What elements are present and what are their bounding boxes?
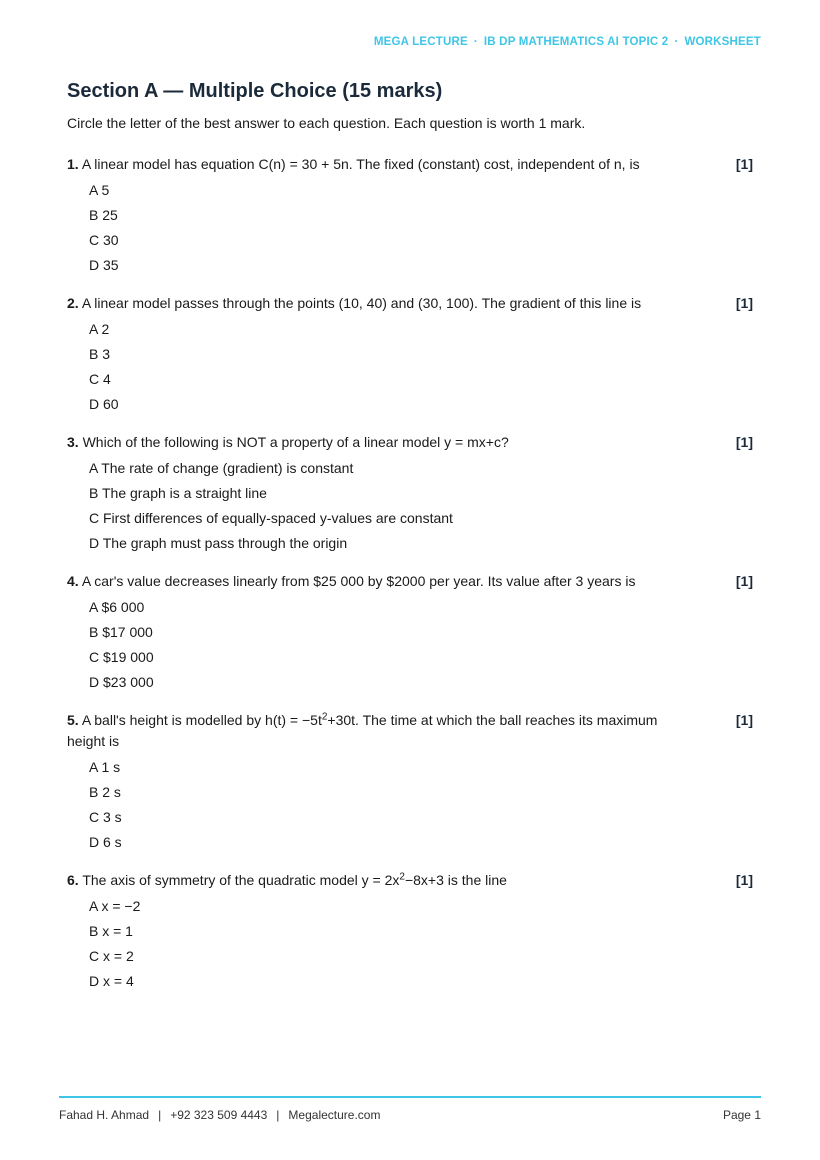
question-stem [67,710,757,752]
option-a[interactable]: A 1 s [89,759,121,775]
question-marks: [1] [735,573,753,589]
footer-separator: | [158,1108,162,1122]
header-course: IB DP MATHEMATICS AI TOPIC 2 [483,36,669,48]
option-b[interactable]: B The graph is a straight line [89,485,267,501]
option-b[interactable]: B 25 [89,207,118,223]
page-header [374,36,761,48]
question-marks: [1] [735,872,753,888]
option-list [89,755,757,855]
question-number: 3. [67,434,79,450]
option-list [89,595,757,695]
exponent: 2 [399,871,405,883]
question-stem [67,293,757,314]
question-list [67,154,757,1009]
question-text-cont: +30t. The time at which the ball reaches its maximum height is [67,712,658,749]
question-text: The axis of symmetry of the quadratic model y = 2x [82,872,400,888]
question-stem [67,870,757,891]
question-marks: [1] [735,712,753,728]
question-marks: [1] [735,434,753,450]
question-text: A ball's height is modelled by h(t) = −5t [81,712,322,728]
option-c[interactable]: C 3 s [89,809,122,825]
option-d[interactable]: D x = 4 [89,973,134,989]
section-title: Section A — Multiple Choice (15 marks) [67,80,443,102]
option-a[interactable]: A 2 [89,321,110,337]
option-d[interactable]: D $23 000 [89,674,154,690]
footer-divider [59,1096,761,1098]
exponent: 2 [321,711,328,723]
page-number: Page 1 [722,1108,761,1122]
question-stem [67,432,757,453]
option-c[interactable]: C 30 [89,232,119,248]
header-doc-type: WORKSHEET [684,36,761,48]
question-2 [67,293,757,417]
question-text: A linear model has equation C(n) = 30 + 5n. The fixed (constant) cost, independent of n, is [81,156,640,172]
question-marks: [1] [735,156,753,172]
question-number: 4. [67,573,79,589]
option-d[interactable]: D 60 [89,396,119,412]
question-number: 1. [67,156,79,172]
footer-separator: | [276,1108,280,1122]
question-6 [67,870,757,994]
question-text-cont: −8x+3 is the line [404,872,507,888]
section-instructions: Circle the letter of the best answer to each question. Each question is worth 1 mark. [67,115,586,131]
question-number: 6. [67,872,79,888]
question-4 [67,571,757,695]
footer-website[interactable]: Megalecture.com [288,1108,381,1122]
question-text: A car's value decreases linearly from $25 000 by $2000 per year. Its value after 3 years is [81,573,636,589]
footer-phone: +92 323 509 4443 [170,1108,268,1122]
option-list [89,178,757,278]
question-stem [67,571,757,592]
question-number: 2. [67,295,79,311]
header-separator: · [674,36,679,48]
question-marks: [1] [735,295,753,311]
option-b[interactable]: B 2 s [89,784,121,800]
option-b[interactable]: B 3 [89,346,111,362]
option-b[interactable]: B $17 000 [89,624,153,640]
option-list [89,317,757,417]
option-d[interactable]: D 6 s [89,834,122,850]
option-a[interactable]: A x = −2 [89,898,141,914]
option-d[interactable]: D The graph must pass through the origin [89,535,348,551]
option-a[interactable]: A 5 [89,182,110,198]
footer-credits [59,1108,380,1122]
question-text: Which of the following is NOT a property of a linear model y = mx+c? [82,434,509,450]
option-list [89,894,757,994]
question-stem [67,154,757,175]
question-3 [67,432,757,556]
option-c[interactable]: C 4 [89,371,111,387]
option-list [89,456,757,556]
option-a[interactable]: A $6 000 [89,599,145,615]
option-c[interactable]: C $19 000 [89,649,154,665]
question-text: A linear model passes through the points (10, 40) and (30, 100). The gradient of this line is [81,295,642,311]
option-c[interactable]: C First differences of equally-spaced y-values are constant [89,510,453,526]
header-separator: · [473,36,478,48]
option-a[interactable]: A The rate of change (gradient) is constant [89,460,354,476]
question-5 [67,710,757,855]
header-brand: MEGA LECTURE [373,36,468,48]
footer-author: Fahad H. Ahmad [59,1108,150,1122]
question-1 [67,154,757,278]
option-c[interactable]: C x = 2 [89,948,134,964]
question-number: 5. [67,712,79,728]
option-d[interactable]: D 35 [89,257,119,273]
option-b[interactable]: B x = 1 [89,923,133,939]
